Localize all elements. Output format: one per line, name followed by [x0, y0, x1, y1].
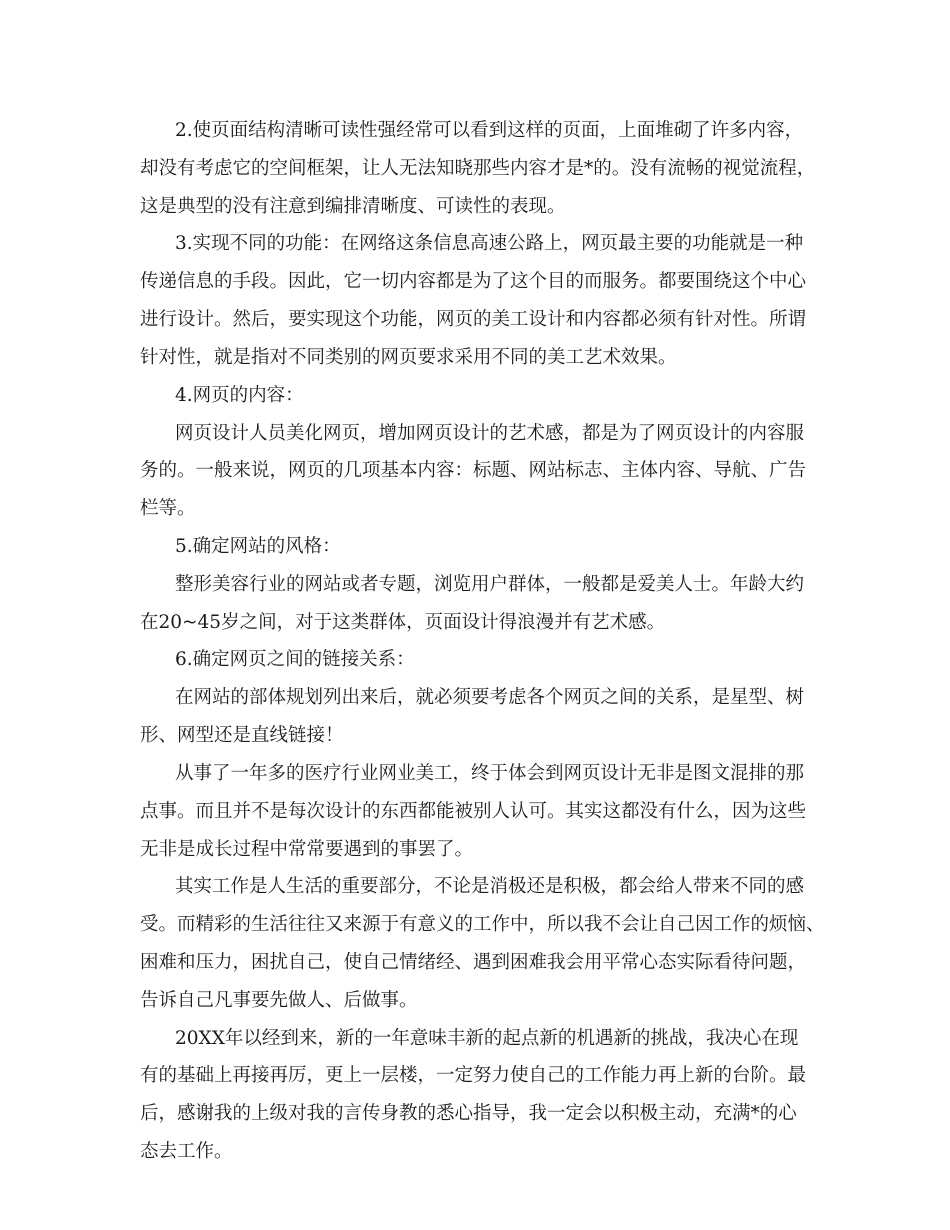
text-line: 形、网型还是直线链接！: [140, 725, 344, 746]
text-line: 有的基础上再接再厉，更上一层楼，一定努力使自己的工作能力再上新的台阶。最: [140, 1065, 807, 1086]
text-line: 2.使页面结构清晰可读性强经常可以看到这样的页面，上面堆砌了许多内容，: [175, 120, 804, 141]
text-line: 从事了一年多的医疗行业网业美工，终于体会到网页设计无非是图文混排的那: [175, 763, 805, 784]
text-line: 传递信息的手段。因此，它一切内容都是为了这个目的而服务。都要围绕这个中心: [140, 271, 807, 292]
text-line: 这是典型的没有注意到编排清晰度、可读性的表现。: [140, 196, 566, 217]
text-line: 困难和压力，困扰自己，使自己情绪经、遇到困难我会用平常心态实际看待问题，: [140, 952, 807, 973]
text-line: 4.网页的内容：: [175, 385, 304, 406]
text-line: 却没有考虑它的空间框架，让人无法知晓那些内容才是*的。没有流畅的视觉流程，: [140, 158, 816, 179]
text-line: 后，感谢我的上级对我的言传身教的悉心指导，我一定会以积极主动，充满*的心: [140, 1103, 797, 1124]
text-line: 务的。一般来说，网页的几项基本内容：标题、网站标志、主体内容、导航、广告: [140, 460, 807, 481]
text-line: 态去工作。: [140, 1141, 233, 1162]
text-line: 针对性，就是指对不同类别的网页要求采用不同的美工艺术效果。: [140, 347, 677, 368]
text-line: 整形美容行业的网站或者专题，浏览用户群体，一般都是爱美人士。年龄大约: [175, 574, 805, 595]
text-line: 受。而精彩的生活往往又来源于有意义的工作中，所以我不会让自己因工作的烦恼、: [140, 914, 825, 935]
text-line: 其实工作是人生活的重要部分，不论是消极还是积极，都会给人带来不同的感: [175, 876, 805, 897]
text-line: 点事。而且并不是每次设计的东西都能被别人认可。其实这都没有什么，因为这些: [140, 801, 807, 822]
text-line: 3.实现不同的功能：在网络这条信息高速公路上，网页最主要的功能就是一种: [175, 233, 804, 254]
text-line: 20XX年以经到来，新的一年意味丰新的起点新的机遇新的挑战，我决心在现: [175, 1028, 799, 1049]
text-line: 网页设计人员美化网页，增加网页设计的艺术感，都是为了网页设计的内容服: [175, 423, 805, 444]
text-line: 无非是成长过程中常常要遇到的事罢了。: [140, 839, 474, 860]
text-line: 栏等。: [140, 498, 196, 519]
text-line: 5.确定网站的风格：: [175, 536, 341, 557]
text-line: 告诉自己凡事要先做人、后做事。: [140, 990, 418, 1011]
text-line: 6.确定网页之间的链接关系：: [175, 649, 415, 670]
text-line: 进行设计。然后，要实现这个功能，网页的美工设计和内容都必须有针对性。所谓: [140, 309, 807, 330]
text-line: 在网站的部体规划列出来后，就必须要考虑各个网页之间的关系，是星型、树: [175, 687, 805, 708]
text-line: 在20~45岁之间，对于这类群体，页面设计得浪漫并有艺术感。: [140, 612, 666, 633]
